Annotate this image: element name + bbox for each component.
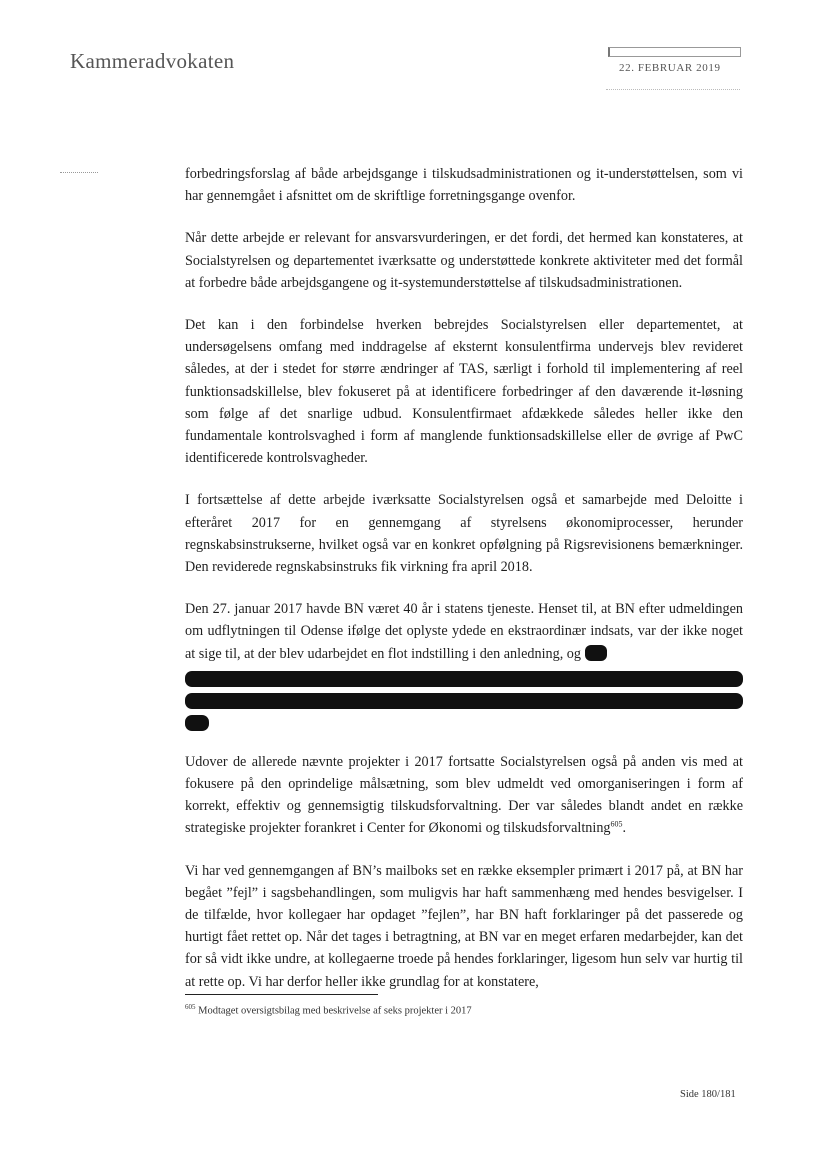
footnote-divider — [185, 994, 378, 995]
kammeradvokaten-logo: Kammeradvokaten — [70, 49, 235, 73]
margin-mark — [60, 172, 98, 173]
paragraph-2: Når dette arbejde er relevant for ansvarsvurderingen, er det fordi, det hermed kan konstateres, at Socialstyrelsen og departementet iværksatte og understøttede konkrete aktiviteter med det formål at forbedre både arbejdsgangene og it-systemunderstøttelse af tilskudsadministrationen. — [185, 230, 743, 291]
paragraph-1: forbedringsforslag af både arbejdsgange i tilskudsadministrationen og it-understøttelsen, som vi har gennemgået i afsnittet om de skriftlige forretningsgange ovenfor. — [185, 166, 743, 205]
redaction-bar — [185, 693, 743, 709]
paragraph-6-end: . — [622, 820, 627, 837]
date-divider — [606, 89, 740, 90]
footnote-text: Modtaget oversigtsbilag med beskrivelse af seks projekter i 2017 — [198, 1005, 472, 1017]
redaction-bar — [185, 671, 743, 687]
page-number: Side 180/181 — [680, 1089, 736, 1100]
paragraph-6-text: Udover de allerede nævnte projekter i 2017 fortsatte Socialstyrelsen også på anden vis med at fokusere på den oprindelige målsætning, som blev udmeldt ved omorganiseringen i form af korrekt, effektiv og gennemsigtig tilskudsforvaltning. Der var således blandt andet en række strategiske projekter forankret i Center for Økonomi og tilskudsforvaltning — [185, 753, 743, 837]
paragraph-6 — [185, 751, 743, 840]
footnote-reference: 605 — [610, 819, 623, 829]
document-body — [185, 163, 743, 993]
footnote-number: 605 — [185, 1003, 196, 1011]
footnote — [185, 1003, 472, 1017]
paragraph-7: Vi har ved gennemgangen af BN’s mailboks set en række eksempler primært i 2017 på, at BN har begået ”fejl” i sagsbehandlingen, som muligvis har haft sammenhæng med hendes besvigelser. I de tilfælde, hvor kollegaer har opdaget ”fejlen”, har BN haft forklaringer på det passerede og hurtigt fået rettet op. Når det tages i betragtning, at BN var en meget erfaren medarbejder, kan det for så vidt ikke undre, at kollegaerne troede på hendes forklaringer, ligesom hun selv var hurtig til at rette op. Vi har derfor heller ikke grundlag for at konstatere, — [185, 862, 743, 990]
paragraph-5-redacted — [185, 598, 743, 731]
document-date: 22. FEBRUAR 2019 — [619, 62, 721, 74]
redaction-block — [585, 645, 607, 661]
redaction-bar — [185, 715, 209, 731]
paragraph-3: Det kan i den forbindelse hverken bebrejdes Socialstyrelsen eller departementet, at undersøgelsens omfang med inddragelse af eksternt konsulentfirma undervejs blev revideret således, at der i stedet for større ændringer af TAS, særligt i forhold til implementering af reel funktionsadskillelse, blev fokuseret på at identificere forbedringer af den daværende it-løsning som følge af det snarlige udbud. Konsulentfirmaet afdækkede således heller ikke den fundamentale kontrolsvaghed i form af manglende funktionsadskillelse eller de øvrige af PwC identificerede kontrolsvagheder. — [185, 317, 743, 467]
paragraph-5-text: Den 27. januar 2017 havde BN været 40 år i statens tjeneste. Henset til, at BN efter udmeldingen om udflytningen til Odense ifølge det oplyste ydede en ekstraordinær indsats, var der ikke noget at sige til, at der blev udarbejdet en flot indstilling i den anledning, og — [185, 601, 743, 662]
date-stamp-box — [608, 47, 741, 57]
paragraph-4: I fortsættelse af dette arbejde iværksatte Socialstyrelsen også et samarbejde med Deloitte i efteråret 2017 for en gennemgang af styrelsens økonomiprocesser, herunder regnskabsinstrukserne, hvilket også var en konkret opfølgning på Rigsrevisionens bemærkninger. Den reviderede regnskabsinstruks fik virkning fra april 2018. — [185, 492, 743, 576]
